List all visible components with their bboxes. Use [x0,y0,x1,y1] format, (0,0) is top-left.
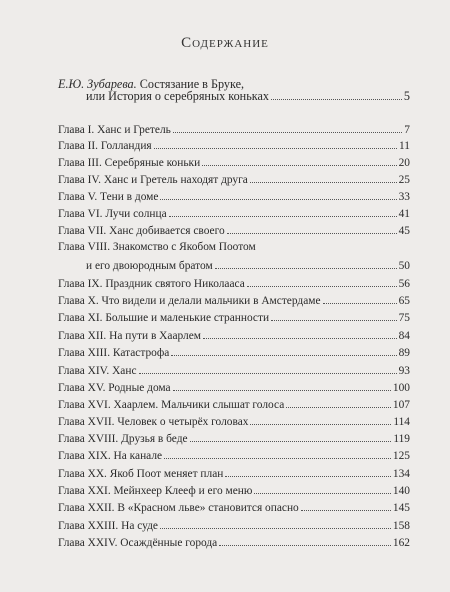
chapter-title: Глава VII. Ханс добивается своего [58,225,225,237]
dot-leader [139,364,397,374]
toc-entry [86,259,410,275]
dot-leader [225,467,391,477]
page-number: 140 [392,485,410,497]
dot-leader [247,277,397,287]
page-number: 119 [393,433,410,445]
chapter-title: Глава XI. Большие и маленькие странности [58,312,270,324]
toc-entry [58,501,410,517]
dot-leader [271,311,397,321]
page-number: 11 [399,140,410,152]
toc-entry [58,139,410,155]
toc-entry [58,364,410,380]
dot-leader [160,519,391,529]
page-number: 84 [398,330,410,342]
toc-entry [58,484,410,500]
chapter-title: и его двоюродным братом [86,260,213,272]
chapter-title: Глава VIII. Знакомство с Якобом Поотом [58,241,256,253]
chapter-title: Глава XXIII. На суде [58,520,158,532]
chapter-title: Глава XX. Якоб Поот меняет план [58,468,224,480]
dot-leader [164,449,391,459]
toc-entry [58,311,410,327]
chapter-title: Глава V. Тени в доме [58,191,159,203]
page-number: 7 [404,124,410,136]
chapter-title: Глава XV. Родные дома [58,382,171,394]
dot-leader [171,346,396,356]
dot-leader [250,173,397,183]
dot-leader [202,156,396,166]
toc-entry [58,123,410,139]
toc-entry [58,519,410,535]
chapter-title: Глава I. Ханс и Гретель [58,124,171,136]
dot-leader [173,381,391,391]
page-number: 125 [392,450,410,462]
toc-entry [58,467,410,483]
page-number: 41 [398,208,410,220]
intro-entry-line2 [86,89,410,105]
dot-leader [301,501,391,511]
chapter-title: Глава III. Серебряные коньки [58,157,201,169]
page-number: 33 [398,191,410,203]
page-number: 100 [392,382,410,394]
toc-entry [58,449,410,465]
toc-entry [58,346,410,362]
toc-entry [58,432,410,448]
page-number: 50 [398,260,410,272]
chapter-title: Глава VI. Лучи солнца [58,208,167,220]
chapter-title: Глава XXI. Мейнхеер Клееф и его меню [58,485,253,497]
dot-leader [286,398,391,408]
toc-entry [58,190,410,206]
page-number: 75 [398,312,410,324]
chapter-title: Глава XXIV. Осаждённые города [58,537,218,549]
page-number: 134 [392,468,410,480]
chapter-title: Глава II. Голландия [58,140,152,152]
page-number: 20 [398,157,410,169]
chapter-title: Глава XVII. Человек о четырёх головах [58,416,249,428]
chapter-title: Глава XXII. В «Красном льве» становится опасно [58,502,299,514]
toc-entry [58,398,410,414]
intro-title-line2: или История о серебряных коньках [86,89,269,103]
page-number: 89 [398,347,410,359]
chapter-title: Глава XIX. На канале [58,450,163,462]
toc-entry [58,241,410,257]
dot-leader [215,259,397,269]
dot-leader [227,224,397,234]
dot-leader [271,90,402,100]
dot-leader [154,139,397,149]
page-number: 5 [403,89,410,103]
toc-entry [58,277,410,293]
page-number: 56 [398,278,410,290]
dot-leader [190,432,392,442]
intro-title-line1: Состязание в Бруке, [139,77,245,91]
dot-leader [258,241,408,250]
chapter-title: Глава XVIII. Друзья в беде [58,433,188,445]
dot-leader [250,415,391,425]
chapter-title: Глава IV. Ханс и Гретель находят друга [58,174,248,186]
chapter-title: Глава XIV. Ханс [58,365,137,377]
chapter-title: Глава XII. На пути в Хаарлем [58,330,202,342]
page-number: 65 [398,295,410,307]
dot-leader [169,207,397,217]
page-number: 45 [398,225,410,237]
dot-leader [323,294,397,304]
toc-entry [58,381,410,397]
page-number: 158 [392,520,410,532]
toc-entry [58,207,410,223]
toc-entry [58,294,410,310]
toc-entry [58,415,410,431]
dot-leader [160,190,396,200]
chapter-title: Глава XIII. Катастрофа [58,347,170,359]
page-number: 25 [398,174,410,186]
page-number: 114 [393,416,410,428]
dot-leader [219,536,391,546]
toc-entry [58,329,410,345]
page-title: Содержание [181,35,269,51]
dot-leader [173,123,402,133]
chapter-title: Глава IX. Праздник святого Николааса [58,278,245,290]
toc-entry [58,173,410,189]
chapter-title: Глава X. Что видели и делали мальчики в Амстердаме [58,295,321,307]
intro-author: Е.Ю. Зубарева. [58,77,137,91]
chapter-title: Глава XVI. Хаарлем. Мальчики слышат голоса [58,399,285,411]
page-number: 162 [392,537,410,549]
dot-leader [254,484,391,494]
page-number: 93 [398,365,410,377]
toc-entry [58,156,410,172]
toc-entry [58,224,410,240]
page-number: 107 [392,399,410,411]
toc-entry [58,536,410,552]
dot-leader [203,329,397,339]
page-number: 145 [392,502,410,514]
